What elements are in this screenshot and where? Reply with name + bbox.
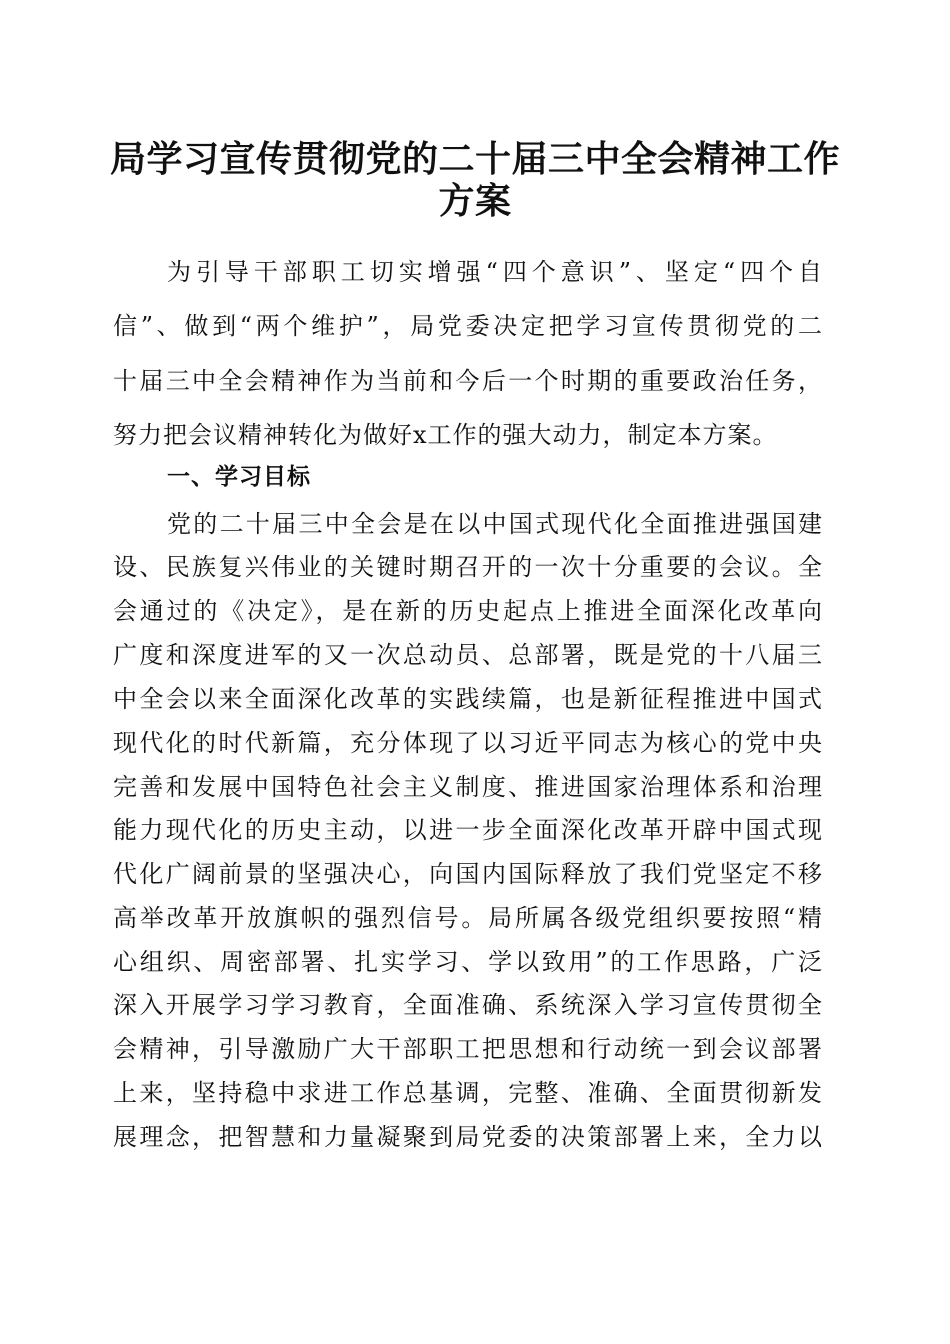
intro-line: 为引导干部职工切实增强“四个意识”、坚定“四个自 [167,258,823,286]
body-line: 完善和发展中国特色社会主义制度、推进国家治理体系和治理 [113,773,823,801]
intro-line: 信”、做到“两个维护”，局党委决定把学习宣传贯彻党的二 [113,312,823,340]
body-line: 会精神，引导激励广大干部职工把思想和行动统一到会议部署 [113,1035,823,1063]
document-title-line-2: 方案 [438,180,512,222]
intro-line: 努力把会议精神转化为做好x工作的强大动力，制定本方案。 [113,421,778,449]
body-line: 展理念，把智慧和力量凝聚到局党委的决策部署上来，全力以 [113,1123,823,1151]
body-line: 现代化的时代新篇，充分体现了以习近平同志为核心的党中央 [113,729,823,757]
body-line: 广度和深度进军的又一次总动员、总部署，既是党的十八届三 [113,641,823,669]
body-line: 深入开展学习学习教育，全面准确、系统深入学习宣传贯彻全 [113,991,823,1019]
body-line: 能力现代化的历史主动，以进一步全面深化改革开辟中国式现 [113,816,823,844]
body-line: 上来，坚持稳中求进工作总基调，完整、准确、全面贯彻新发 [113,1079,823,1107]
body-line: 高举改革开放旗帜的强烈信号。局所属各级党组织要按照“精 [113,904,823,932]
body-line: 设、民族复兴伟业的关键时期召开的一次十分重要的会议。全 [113,553,823,581]
section-heading-learning-goals: 一、学习目标 [167,464,311,490]
body-line: 中全会以来全面深化改革的实践续篇，也是新征程推进中国式 [113,685,823,713]
intro-line: 十届三中全会精神作为当前和今后一个时期的重要政治任务， [113,367,823,395]
body-line: 党的二十届三中全会是在以中国式现代化全面推进强国建 [167,510,823,538]
body-line: 心组织、周密部署、扎实学习、学以致用”的工作思路，广泛 [113,948,823,976]
document-title-line-1: 局学习宣传贯彻党的二十届三中全会精神工作 [110,138,841,180]
body-line: 会通过的《决定》，是在新的历史起点上推进全面深化改革向 [113,597,823,625]
body-line: 代化广阔前景的坚强决心，向国内国际释放了我们党坚定不移 [113,860,823,888]
